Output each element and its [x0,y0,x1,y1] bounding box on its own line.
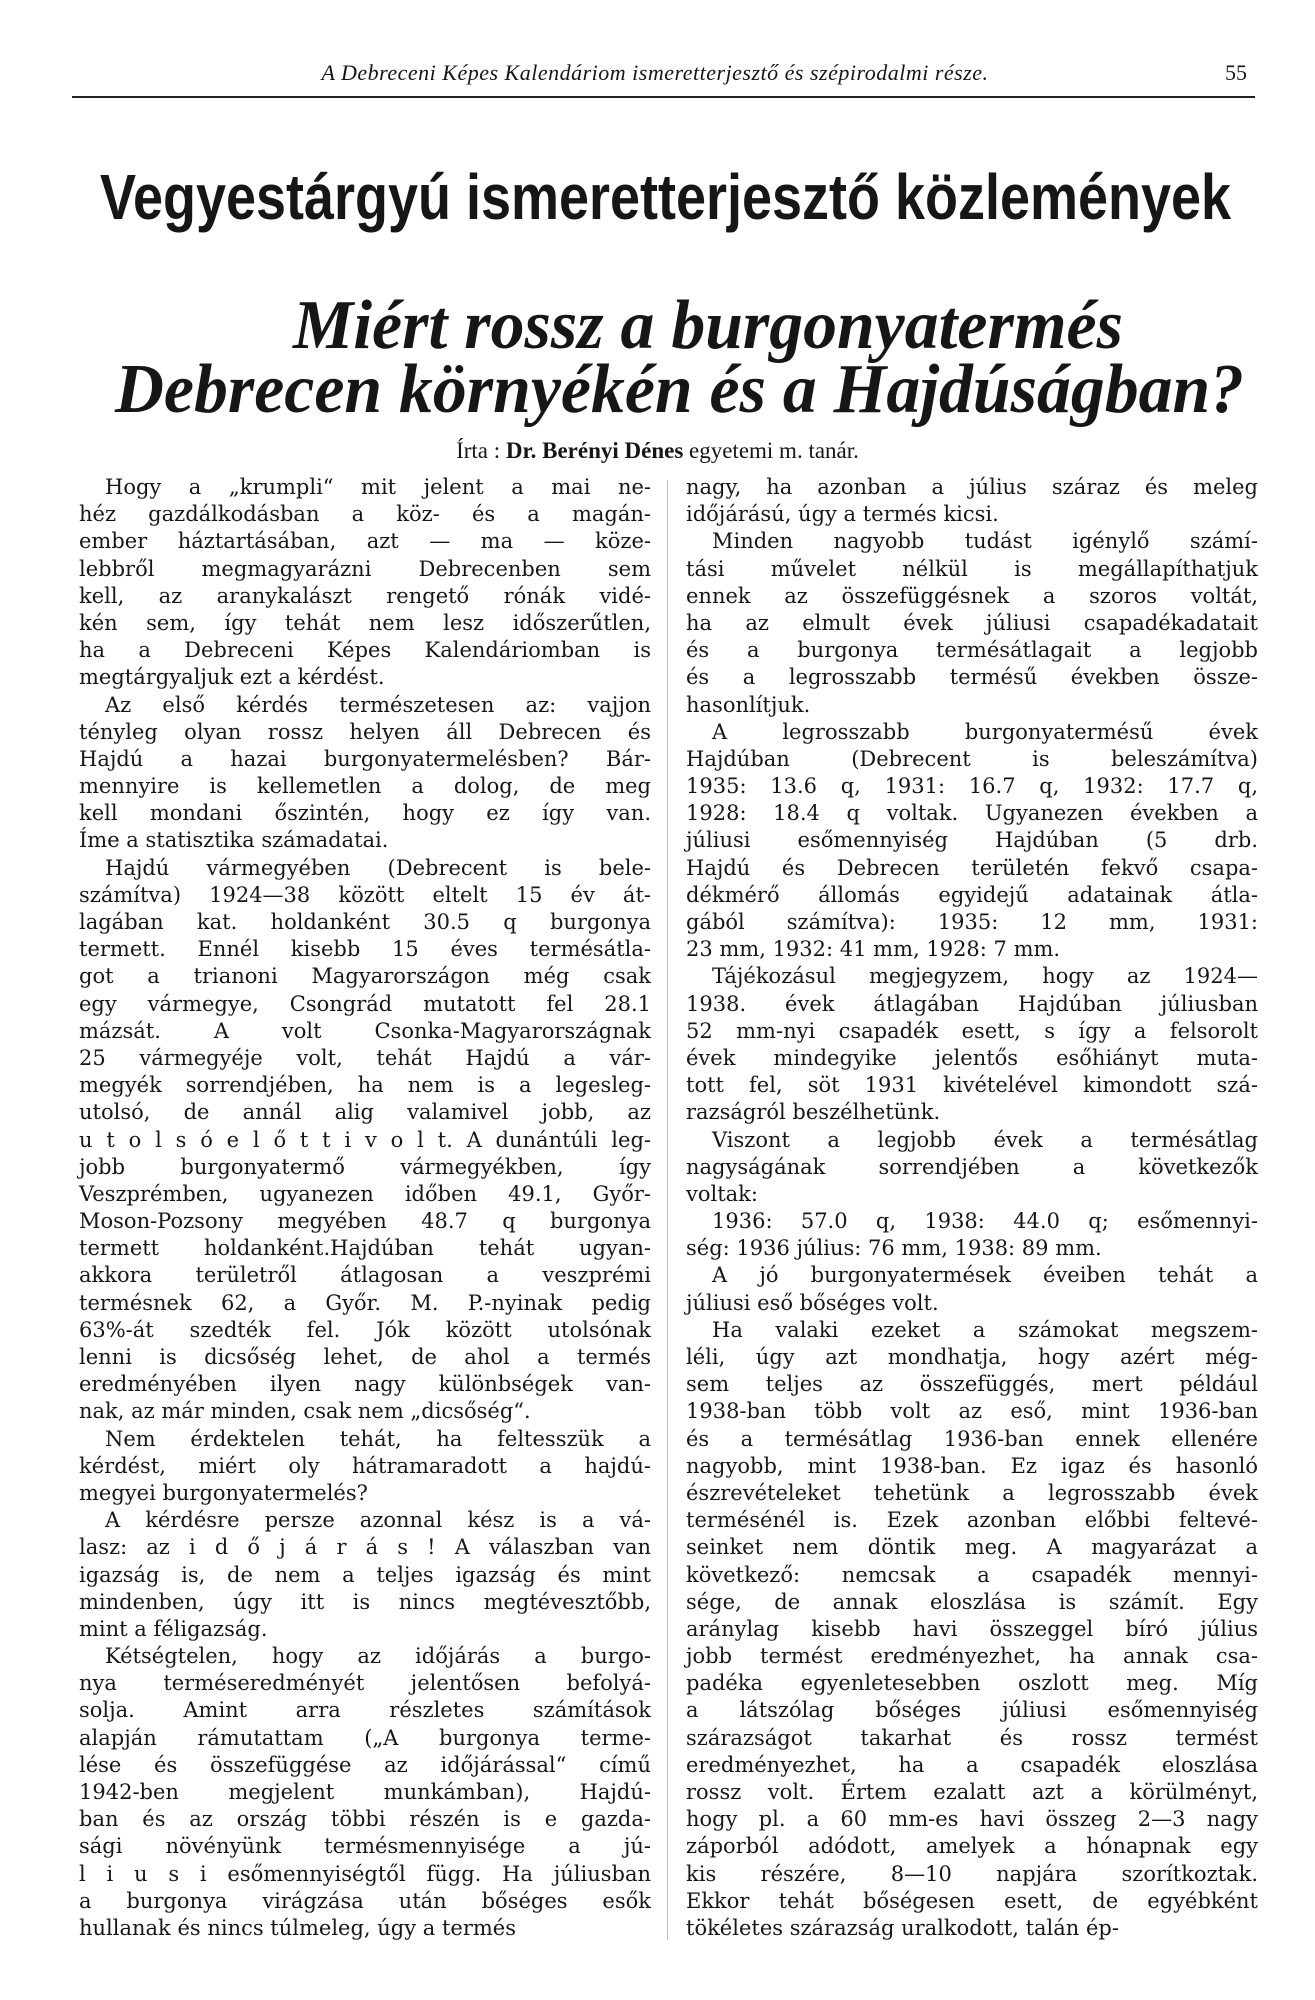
text-line: lagában kat. holdanként 30.5 q burgonya [79,910,651,934]
text-line: hasonlítjuk. [686,692,811,717]
text-line: ha az elmult évek júliusi csapadékadatait [686,610,1258,635]
text-line: ha a Debreceni Képes Kalendáriomban is [79,638,651,663]
text-line: ség: 1936 július: 76 mm, 1938: 89 mm. [686,1236,1102,1261]
text-line: jobb burgonyatermő vármegyékben, így [79,1154,651,1179]
text-line: megyei burgonyatermelés? [79,1480,368,1505]
right-column [686,474,1258,1942]
text-line: tényleg olyan rossz helyen áll Debrecen és [79,719,651,744]
text-line: Viszont a legjobb évek a termésátlag [712,1127,1258,1152]
running-header: A Debreceni Képes Kalendáriom ismeretterjesztő és szépirodalmi része. [321,60,989,85]
text-line: nagy, ha azonban a július száraz és meleg [686,475,1258,499]
text-line: sége, de annak eloszlása is számít. Egy [686,1589,1258,1614]
text-line: 1935: 13.6 q, 1931: 16.7 q, 1932: 17.7 q, [686,774,1258,799]
text-line: megtárgyaljuk ezt a kérdést. [79,665,385,690]
text-line: termett. Ennél kisebb 15 éves termésátla- [79,937,651,962]
paragraph [79,474,651,692]
text-line: ember háztartásában, azt — ma — köze- [79,529,651,554]
text-line: igazság is, de nem a teljes igazság és mint [79,1562,651,1587]
byline-author: Dr. Berényi Dénes [505,438,684,463]
text-line: lasz: az i d ő j á r á s ! A válaszban van [79,1535,651,1560]
text-line: Ekkor tehát bőségesen esett, de egyébként [686,1888,1258,1913]
paragraph [686,1317,1258,1942]
byline [0,438,1315,464]
text-line: seinket nem döntik meg. A magyarázat a [686,1535,1258,1560]
text-line: és a burgonya termésátlagait a legjobb [686,638,1258,663]
text-line: termésénél is. Ezek azonban előbbi feltevé- [686,1508,1258,1533]
text-line: termésnek 62, a Győr. M. P.-nyinak pedig [79,1290,651,1315]
paragraph [686,719,1258,964]
text-line: sem teljes az összefüggés, mert például [686,1372,1258,1397]
text-line: mázsát. A volt Csonka-Magyarországnak [79,1018,651,1043]
text-line: 25 vármegyéje volt, tehát Hajdú a vár- [79,1045,651,1070]
text-line: tökéletes szárazság uralkodott, talán ép- [686,1915,1119,1940]
text-line: júliusi eső bőséges volt. [686,1290,939,1315]
paragraph [79,692,651,855]
paragraph [79,1507,651,1643]
paragraph [79,1643,651,1942]
text-line: mindenben, úgy itt is nincs megtévesztőbb, [79,1589,651,1614]
text-line: utolsó, de annál alig valamivel jobb, az [79,1100,651,1125]
text-line: aránylag kisebb havi összeggel bíró július [686,1616,1258,1641]
text-line: hogy pl. a 60 mm-es havi összeg 2—3 nagy [686,1807,1258,1832]
text-line: dékmérő állomás egyidejű adatainak átla- [686,882,1258,907]
text-line: júliusi esőmennyiség Hajdúban (5 drb. [686,828,1258,853]
text-line: u t o l s ó e l ő t t i v o l t. A dunántúli leg- [79,1127,651,1152]
text-line: nak, az már minden, csak nem „dicsőség“. [79,1399,531,1424]
text-line: 1938-ban több volt az eső, mint 1936-ban [686,1399,1258,1424]
text-line: észrevételeket tehetünk a legrosszabb évek [686,1480,1258,1505]
text-line: 1938. évek átlagában Hajdúban júliusban [686,991,1258,1016]
text-line: Hajdú és Debrecen területén fekvő csapa- [686,855,1258,880]
text-line: kell mondani őszintén, hogy ez így van. [79,801,651,826]
text-line: Hajdú a hazai burgonyatermelésben? Bár- [79,746,651,771]
text-line: héz gazdálkodásban a köz- és a magán- [79,502,651,527]
text-line: kérdést, miért oly hátramaradott a hajdú- [79,1453,651,1478]
text-line: mint a féligazság. [79,1616,268,1641]
text-line: következő: nemcsak a csapadék mennyi- [686,1562,1258,1587]
text-line: Tájékozásul megjegyzem, hogy az 1924— [712,964,1258,989]
paragraph [79,855,651,1426]
text-line: számítva) 1924—38 között eltelt 15 év át- [79,882,651,907]
text-line: akkora területről átlagosan a veszprémi [79,1263,651,1288]
text-line: l i u s i esőmennyiségtől függ. Ha júliusban [79,1861,651,1886]
text-line: kis részére, 8—10 napjára szorítkoztak. [686,1861,1258,1886]
text-line: a látszólag bőséges júliusi esőmennyiség [686,1698,1258,1723]
paragraph [686,1208,1258,1262]
text-line: egy vármegye, Csongrád mutatott fel 28.1 [79,991,651,1016]
text-line: záporból adódott, amelyek a hónapnak egy [686,1834,1258,1859]
text-line: gából számítva): 1935: 12 mm, 1931: [686,910,1258,934]
text-line: 1928: 18.4 q voltak. Ugyanezen években a [686,801,1258,826]
text-line: tott fel, söt 1931 kivételével kimondott szá- [686,1073,1258,1098]
text-line: a burgonya virágzása után bőséges esők [79,1888,651,1913]
paragraph [686,963,1258,1126]
text-line: szárazságot takarhat és rossz termést [686,1725,1258,1750]
paragraph [686,1262,1258,1316]
text-line: tási művelet nélkül is megállapíthatjuk [686,556,1258,581]
text-line: Kétségtelen, hogy az időjárás a burgo- [105,1644,651,1669]
text-line: jobb termést eredményezhet, ha annak csa- [686,1644,1258,1669]
text-line: solja. Amint arra részletes számítások [79,1698,651,1723]
byline-suffix: egyetemi m. tanár. [689,438,859,463]
text-line: A legrosszabb burgonyatermésű évek [712,719,1258,744]
text-line: alapján rámutattam („A burgonya terme- [79,1725,651,1750]
text-line: kell, az aranykalászt rengető rónák vidé- [79,583,651,608]
paragraph [686,1127,1258,1209]
text-line: ban és az ország többi részén is e gazda- [79,1807,651,1832]
text-line: és a termésátlag 1936-ban ennek ellenére [686,1426,1258,1451]
text-line: 1942-ben megjelent munkámban), Hajdú- [79,1780,651,1804]
text-line: lebbről megmagyarázni Debrecenben sem [79,556,651,581]
text-line: Veszprémben, ugyanezen időben 49.1, Győr- [79,1181,651,1206]
text-line: A jó burgonyatermések éveiben tehát a [712,1263,1258,1288]
text-line: évek mindegyike jelentős esőhiányt muta- [686,1045,1258,1070]
text-line: Íme a statisztika számadatai. [79,828,389,853]
text-line: hullanak és nincs túlmeleg, úgy a termés [79,1915,516,1940]
text-line: sági növényünk termésmennyisége a jú- [79,1834,651,1859]
text-line: padéka egyenletesebben oszlott meg. Míg [686,1671,1258,1696]
byline-prefix: Írta : [456,438,501,463]
text-line: lenni is dicsőség lehet, de ahol a termés [79,1345,651,1369]
column-divider [667,480,668,1940]
header-rule [72,96,1255,98]
text-line: Ha valaki ezeket a számokat megszem- [712,1317,1258,1342]
text-line: ennek az összefüggésnek a szoros voltát, [686,583,1258,608]
paragraph [686,528,1258,718]
text-line: termett holdanként.Hajdúban tehát ugyan- [79,1236,651,1261]
text-line: rossz volt. Értem ezalatt azt a körülményt, [686,1780,1258,1804]
text-line: eredményezhet, ha a csapadék eloszlása [686,1752,1258,1777]
text-line: razságról beszélhetünk. [686,1100,941,1125]
paragraph [686,474,1258,528]
text-line: nya terméseredményét jelentősen befolyá- [79,1671,651,1696]
text-line: 63%-át szedték fel. Jók között utolsónak [79,1317,651,1342]
section-title: Vegyestárgyú ismeretterjesztő közlemények [100,161,1231,233]
text-line: Hajdúban (Debrecent is beleszámítva) [686,746,1258,771]
text-line: kén sem, így tehát nem lesz időszerűtlen, [79,610,651,635]
text-line: Minden nagyobb tudást igénylő számí- [712,529,1258,554]
left-column [79,474,651,1942]
text-line: Nem érdektelen tehát, ha feltesszük a [105,1426,651,1451]
text-line: 1936: 57.0 q, 1938: 44.0 q; esőmennyi- [712,1209,1258,1234]
article-title-line-1: Miért rossz a burgonyatermés [293,287,1123,364]
text-line: léli, úgy azt mondhatja, hogy azért még- [686,1345,1258,1369]
text-line: lése és összefüggése az időjárással“ című [79,1752,651,1777]
text-line: 52 mm-nyi csapadék esett, s így a felsorolt [686,1018,1258,1043]
text-line: időjárású, úgy a termés kicsi. [686,502,999,527]
paragraph [79,1426,651,1508]
text-line: nagyobb, mint 1938-ban. Ez igaz és hasonló [686,1453,1258,1478]
text-line: Moson-Pozsony megyében 48.7 q burgonya [79,1209,651,1234]
text-line: got a trianoni Magyarországon még csak [79,964,651,989]
text-line: eredményében ilyen nagy különbségek van- [79,1372,651,1397]
text-line: nagyságának sorrendjében a következők [686,1154,1258,1179]
article-title-line-2: Debrecen környékén és a Hajdúságban? [115,351,1244,428]
text-line: 23 mm, 1932: 41 mm, 1928: 7 mm. [686,937,1061,962]
text-line: A kérdésre persze azonnal kész is a vá- [105,1508,651,1533]
text-line: voltak: [686,1181,758,1206]
text-line: Az első kérdés természetesen az: vajjon [105,692,651,717]
text-line: megyék sorrendjében, ha nem is a legesleg- [79,1073,651,1098]
text-line: Hogy a „krumpli“ mit jelent a mai ne- [105,475,651,499]
text-line: és a legrosszabb termésű években össze- [686,665,1258,690]
page-number: 55 [1225,60,1247,85]
text-line: Hajdú vármegyében (Debrecent is bele- [105,855,651,880]
text-line: mennyire is kellemetlen a dolog, de meg [79,774,651,799]
